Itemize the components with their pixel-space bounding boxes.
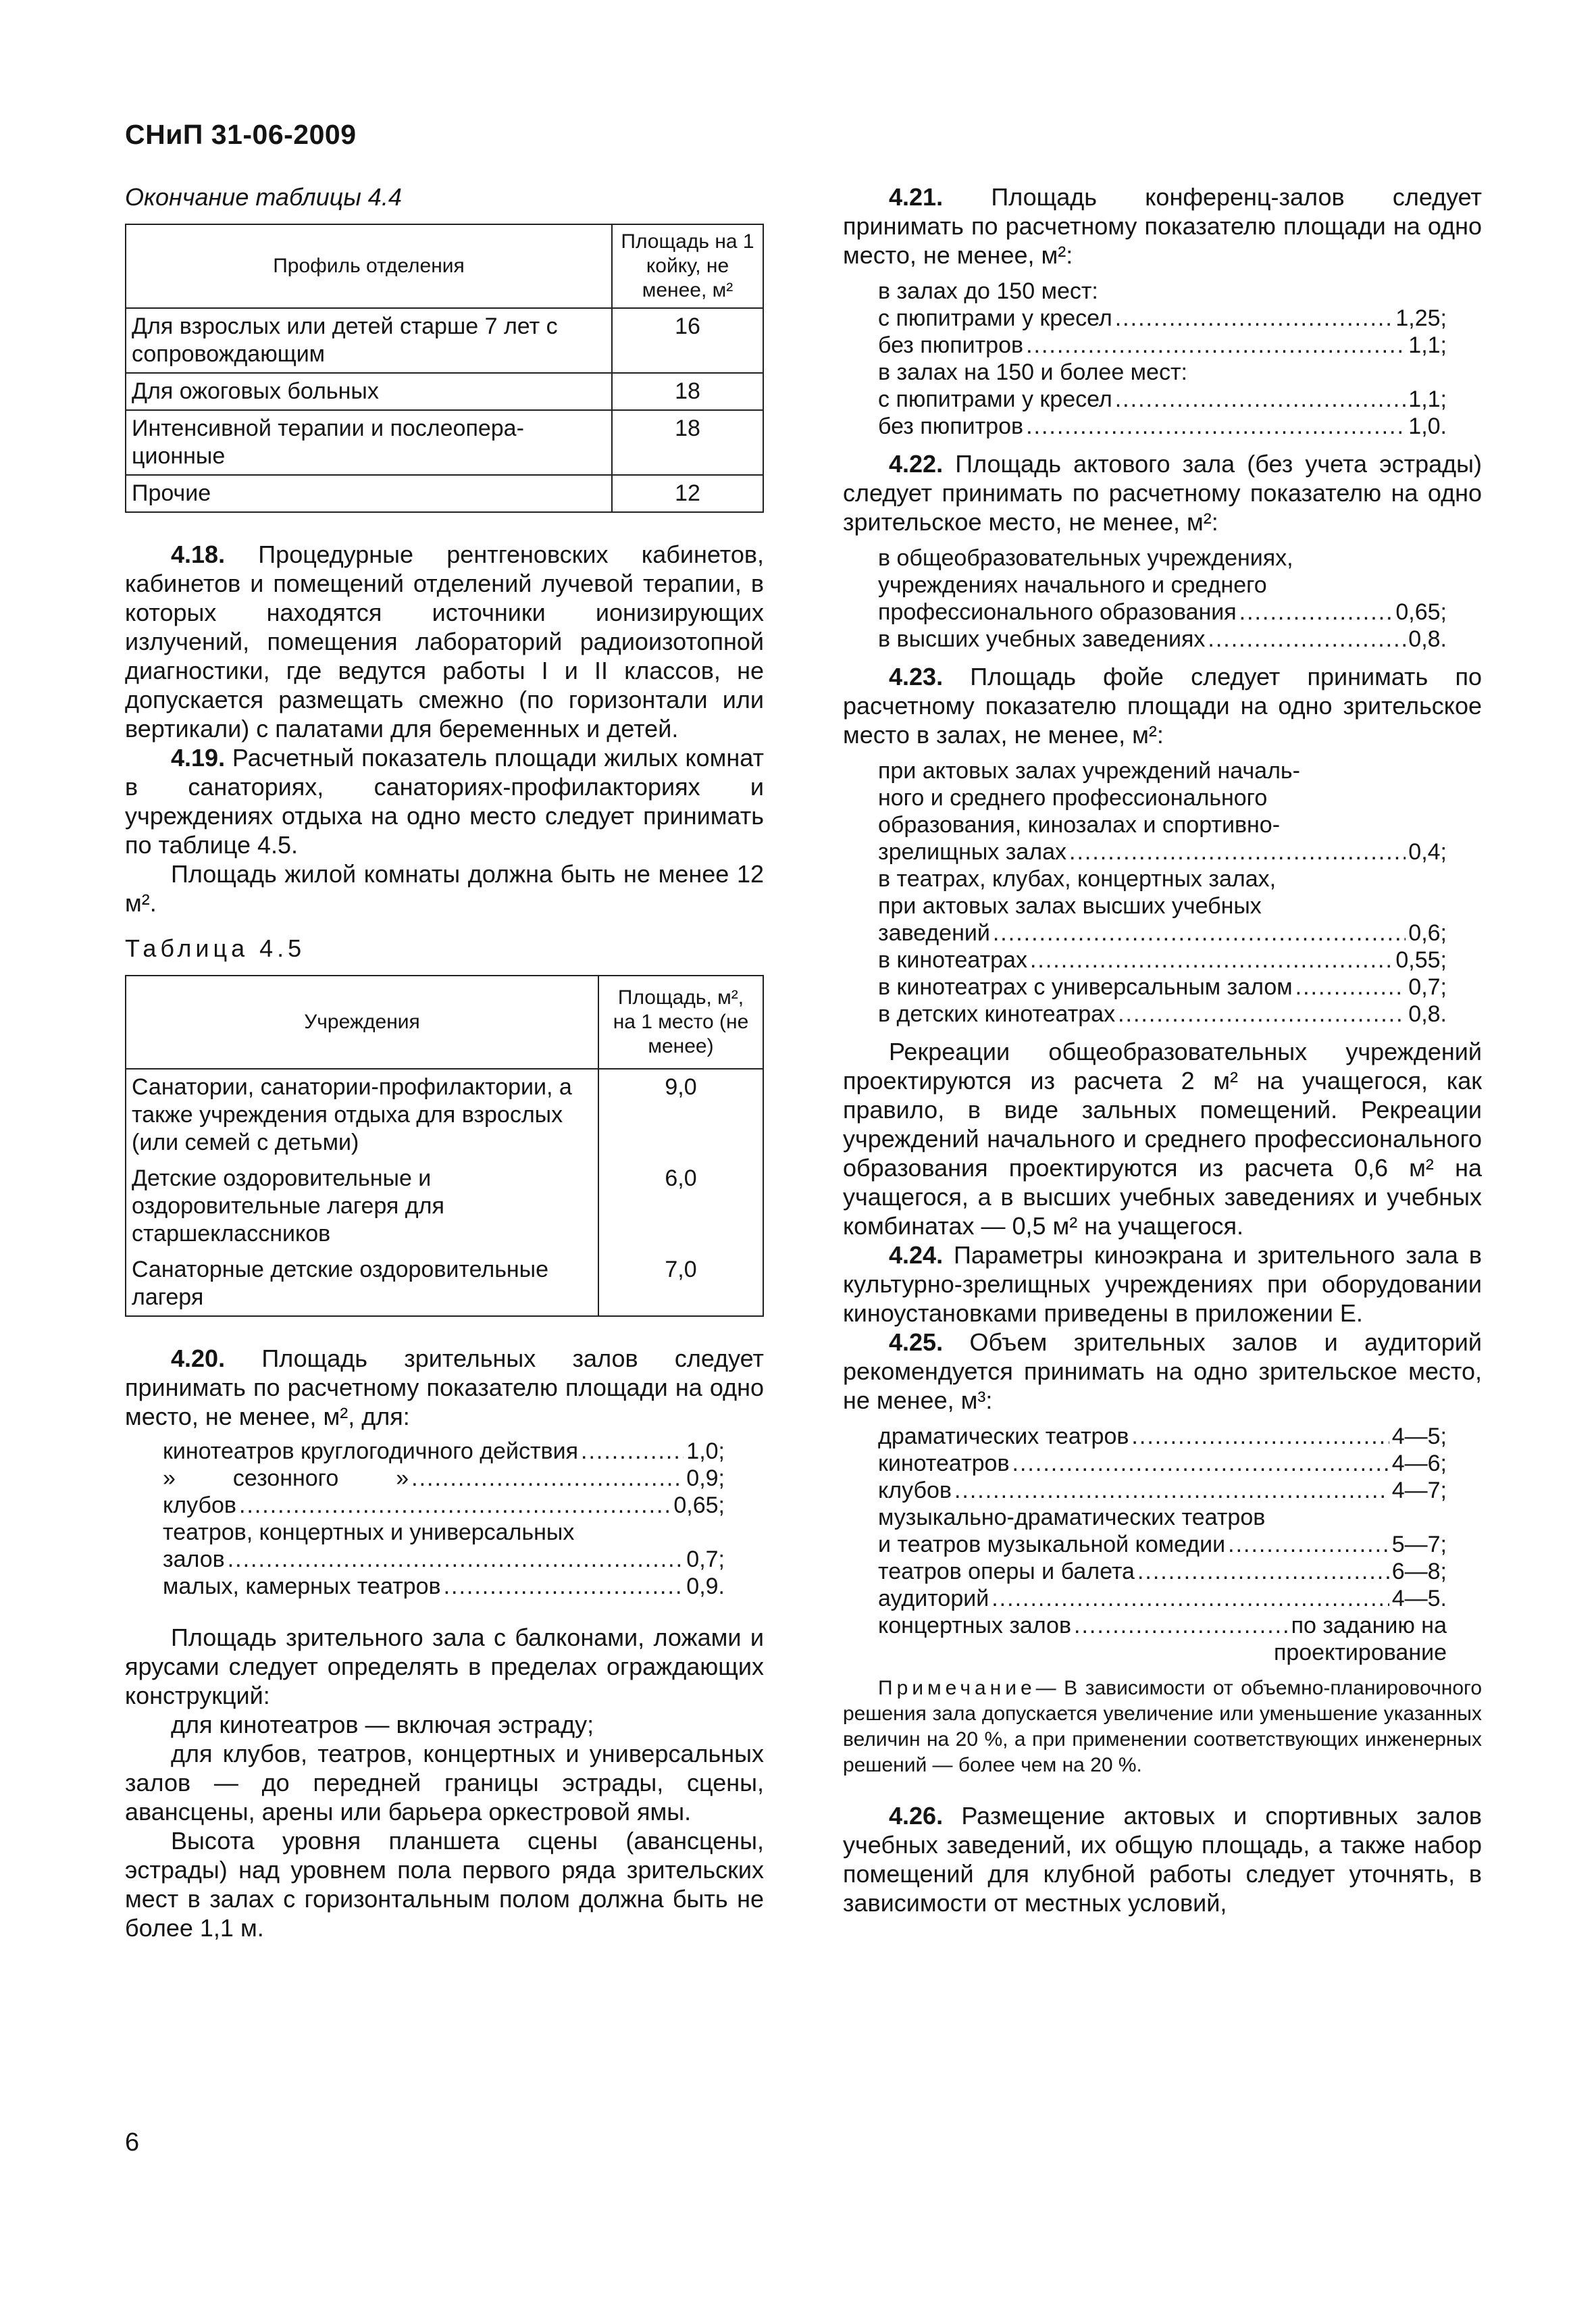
list-item: драматических театров ..... 4—5; <box>878 1423 1447 1450</box>
note-label: Примечание <box>878 1677 1036 1699</box>
document-code-header: СНиП 31-06-2009 <box>125 119 357 150</box>
list-item: учреждениях начального и среднего <box>878 572 1267 598</box>
list-item: без пюпитров ..... 1,0. <box>878 413 1447 440</box>
table-cell-value: 16 <box>612 308 763 373</box>
table-cell-value: 18 <box>612 410 763 475</box>
list-item: в общеобразовательных учреждениях, <box>878 545 1293 571</box>
list-item: и театров музыкальной комедии ..... 5—7; <box>878 1531 1447 1558</box>
list-item: залов ..... 0,7; <box>163 1546 725 1573</box>
table-header-row <box>126 976 763 1069</box>
conference-hall-list <box>878 278 1447 440</box>
list-item: кинотеатров круглогодичного действия ..... 1,0; <box>163 1438 725 1465</box>
table-4-4 <box>125 224 764 513</box>
list-item: зрелищных залах ..... 0,4; <box>878 838 1447 865</box>
clause-text: Расчетный показатель площади жилых комнат в санаториях, санаториях-профилакториях и учреждениях отдыха на одно место следует принимать по таблице 4.5. <box>125 744 764 859</box>
list-item: в высших учебных заведениях ..... 0,8. <box>878 626 1447 653</box>
note <box>843 1676 1482 1778</box>
clause-text: Объем зрительных залов и аудиторий рекомендуется принимать на одно зрительское место, не менее, м³: <box>843 1328 1482 1414</box>
list-item: музыкально-драматических театров <box>878 1505 1266 1530</box>
right-column <box>843 182 1482 1917</box>
paragraph-4-21 <box>843 182 1482 270</box>
table-header-cell: Площадь, м², на 1 место (не менее) <box>598 976 763 1069</box>
note-text: — В зависимости от объемно-планировочного решения зала допускается увеличение или уменьшение указанных величин на 20 %, а при применении соответствующих инженерных решений — более чем на 20 %. <box>843 1677 1482 1776</box>
table-cell-value: 7,0 <box>598 1252 763 1316</box>
paragraph-recreation: Рекреации общеобразовательных учреждений проектируются из расчета 2 м² на учащегося, как правило, в виде зальных помещений. Рекреации учреждений начального и среднего профессионального образования проектируются из расчета 0,6 м² на учащегося, а в высших учебных заведениях и учебных комбинатах — 0,5 м² на учащегося. <box>843 1038 1482 1240</box>
list-item: » сезонного » ..... 0,9; <box>163 1465 725 1492</box>
table-cell-value: 6,0 <box>598 1161 763 1252</box>
list-item: аудиторий ..... 4—5. <box>878 1585 1447 1612</box>
paragraph-clubs: для клубов, театров, концертных и универсальных залов — до передней границы эстрады, сцены, авансцены, арены или барьера оркестровой ямы. <box>125 1740 764 1826</box>
list-item: в театрах, клубах, концертных залах, <box>878 866 1277 892</box>
list-item: при актовых залах учреждений началь- <box>878 758 1300 784</box>
foyer-area-list <box>878 757 1447 1028</box>
clause-text: Параметры киноэкрана и зрительного зала в культурно-зрелищных учреждениях при оборудовании киноустановками приведены в приложении Е. <box>843 1241 1482 1327</box>
table-row <box>126 373 763 410</box>
paragraph-4-22 <box>843 449 1482 536</box>
clause-number: 4.24. <box>889 1241 944 1269</box>
table-cell: Санатории, санатории-профилактории, а также учреждения отдыха для взрослых (или семей с детьми) <box>126 1069 598 1161</box>
table-header-cell: Площадь на 1 койку, не менее, м² <box>612 224 763 308</box>
list-item: заведений ..... 0,6; <box>878 920 1447 947</box>
table-cell: Детские оздоровительные и оздоровительные лагеря для старшеклассников <box>126 1161 598 1252</box>
list-item: в залах до 150 мест: <box>878 278 1098 304</box>
table-cell: Для взрослых или детей старше 7 лет с сопровождающим <box>126 308 612 373</box>
table-row <box>126 1161 763 1252</box>
clause-number: 4.19. <box>171 744 226 772</box>
table-4-5 <box>125 975 764 1317</box>
clause-number: 4.20. <box>171 1344 226 1372</box>
clause-text: Площадь зрительных залов следует принимать по расчетному показателю площади на одно место, не менее, м², для: <box>125 1344 764 1430</box>
list-item: в кинотеатрах с универсальным залом ..... 0,7; <box>878 974 1447 1001</box>
list-item: профессионального образования ..... 0,65; <box>878 599 1447 626</box>
table-header-row <box>126 224 763 308</box>
list-item: проектирование <box>1273 1640 1447 1665</box>
clause-number: 4.23. <box>889 663 944 690</box>
list-item: с пюпитрами у кресел ..... 1,25; <box>878 305 1447 332</box>
list-item: клубов ..... 0,65; <box>163 1492 725 1519</box>
list-item: с пюпитрами у кресел ..... 1,1; <box>878 386 1447 413</box>
list-item: в детских кинотеатрах ..... 0,8. <box>878 1001 1447 1028</box>
list-item: театров оперы и балета ..... 6—8; <box>878 1558 1447 1585</box>
list-item: ного и среднего профессионального <box>878 785 1268 811</box>
table-cell: Интенсивной терапии и послеопера-ционные <box>126 410 612 475</box>
clause-text: Размещение актовых и спортивных залов учебных заведений, их общую площадь, а также набор помещений для клубной работы следует уточнять, в зависимости от местных условий, <box>843 1802 1482 1917</box>
table-4-5-caption: Таблица 4.5 <box>125 934 306 962</box>
paragraph-stage-height: Высота уровня планшета сцены (авансцены, эстрады) над уровнем пола первого ряда зрительских мест в залах с горизонтальным полом должна быть не более 1,1 м. <box>125 1827 764 1942</box>
clause-text: Площадь актового зала (без учета эстрады) следует принимать по расчетному показателю на одно зрительское место, не менее, м²: <box>843 450 1482 536</box>
paragraph-4-26 <box>843 1801 1482 1917</box>
table-cell: Прочие <box>126 475 612 512</box>
clause-number: 4.18. <box>171 540 226 568</box>
list-item: концертных залов ..... по заданию на <box>878 1612 1447 1639</box>
list-item: кинотеатров ..... 4—6; <box>878 1450 1447 1477</box>
paragraph-4-18 <box>125 540 764 743</box>
table-cell: Санаторные детские оздоровительные лагеря <box>126 1252 598 1316</box>
table-cell-value: 18 <box>612 373 763 410</box>
clause-number: 4.21. <box>889 183 944 211</box>
clause-number: 4.25. <box>889 1328 944 1356</box>
paragraph-4-19 <box>125 743 764 859</box>
table-row <box>126 1252 763 1316</box>
table-header-cell: Профиль отделения <box>126 224 612 308</box>
list-item: в кинотеатрах ..... 0,55; <box>878 947 1447 974</box>
left-column <box>125 182 764 1942</box>
clause-text: Процедурные рентгеновских кабинетов, кабинетов и помещений отделений лучевой терапии, в которых находятся источники ионизирующих излучений, помещения лабораторий радиоизотопной диагностики, где ведутся работы I и II классов, не допускается размещать смежно (по горизонтали или вертикали) с палатами для беременных и детей. <box>125 540 764 743</box>
table-row <box>126 308 763 373</box>
paragraph-4-19-area: Площадь жилой комнаты должна быть не менее 12 м². <box>125 860 764 917</box>
paragraph-4-23 <box>843 662 1482 749</box>
paragraph-4-24 <box>843 1240 1482 1328</box>
clause-number: 4.26. <box>889 1802 944 1830</box>
paragraph-4-25 <box>843 1328 1482 1415</box>
table-cell-value: 9,0 <box>598 1069 763 1161</box>
paragraph-4-20 <box>125 1344 764 1431</box>
paragraph-balcony: Площадь зрительного зала с балконами, ложами и ярусами следует определять в пределах ограждающих конструкций: <box>125 1624 764 1709</box>
page-number: 6 <box>125 2128 140 2157</box>
clause-number: 4.22. <box>889 450 944 478</box>
assembly-hall-list <box>878 545 1447 653</box>
table-row <box>126 1069 763 1161</box>
list-item: театров, концертных и универсальных <box>163 1519 575 1545</box>
table-cell-value: 12 <box>612 475 763 512</box>
table-cell: Для ожоговых больных <box>126 373 612 410</box>
list-item: в залах на 150 и более мест: <box>878 359 1187 385</box>
hall-volume-list <box>878 1423 1447 1666</box>
list-item: образования, кинозалах и спортивно- <box>878 812 1281 838</box>
table-row <box>126 475 763 512</box>
list-item: без пюпитров ..... 1,1; <box>878 332 1447 359</box>
paragraph-cinema: для кинотеатров — включая эстраду; <box>171 1711 594 1738</box>
table-header-cell: Учреждения <box>126 976 598 1069</box>
table-4-4-caption: Окончание таблицы 4.4 <box>125 183 402 211</box>
list-item: малых, камерных театров ..... 0,9. <box>163 1573 725 1600</box>
list-item: клубов ..... 4—7; <box>878 1477 1447 1504</box>
clause-text: Площадь фойе следует принимать по расчетному показателю площади на одно зрительское место в залах, не менее, м²: <box>843 663 1482 749</box>
table-row <box>126 410 763 475</box>
clause-text: Площадь конференц-залов следует принимать по расчетному показателю площади на одно место, не менее, м²: <box>843 183 1482 269</box>
hall-area-list <box>163 1438 725 1600</box>
list-item: при актовых залах высших учебных <box>878 893 1262 919</box>
